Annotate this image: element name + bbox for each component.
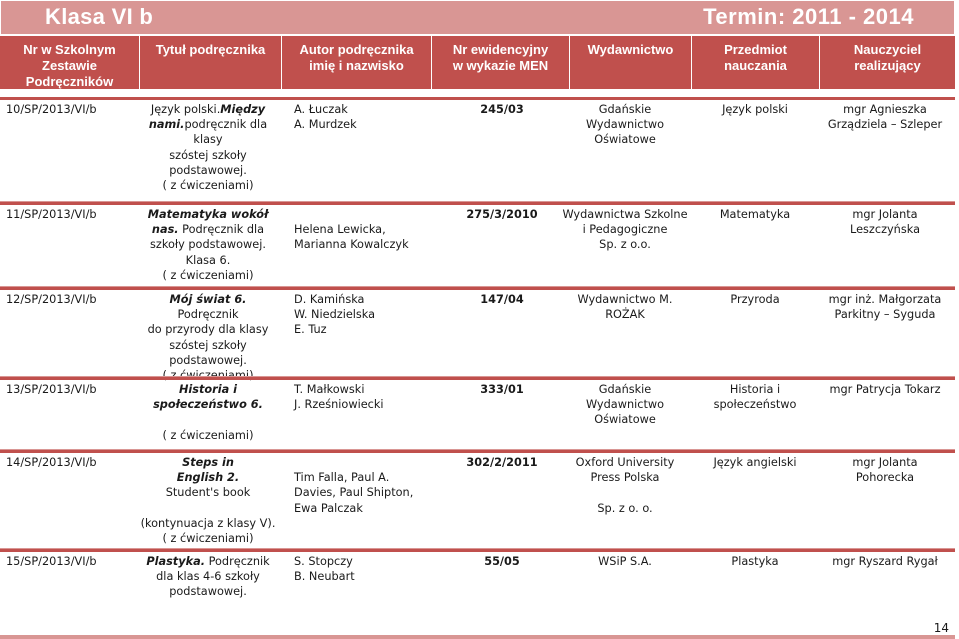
title-emphasis: Historia i społeczeństwo 6.	[153, 383, 263, 412]
cell-subject: Przyroda	[730, 293, 780, 306]
cell-teacher: mgr Patrycja Tokarz	[829, 383, 941, 396]
title-bar	[0, 0, 955, 35]
cell-title	[138, 452, 278, 546]
table-header	[0, 36, 955, 89]
title-emphasis: Steps in English 2.	[176, 456, 240, 485]
cell-teacher: mgr inż. Małgorzata Parkitny – Syguda	[828, 293, 942, 322]
row-divider	[0, 635, 955, 639]
cell-author: Helena Lewicka, Marianna Kowalczyk	[294, 223, 409, 252]
header-author: Autor podręcznika imię i nazwisko	[282, 36, 432, 89]
title-emphasis: Między nami.	[148, 103, 266, 132]
cell-title	[138, 99, 278, 193]
cell-subject: Język polski	[722, 103, 788, 116]
cell-ew-number: 55/05	[484, 555, 520, 568]
cell-author: T. Małkowski J. Rześniowiecki	[294, 383, 384, 412]
cell-publisher: Gdańskie Wydawnictwo Oświatowe	[585, 103, 665, 147]
title-emphasis: Mój świat 6.	[169, 293, 247, 306]
title-text: Student's book (kontynuacja z klasy V). ( z ćwiczeniami)	[140, 486, 276, 546]
cell-publisher: Gdańskie Wydawnictwo Oświatowe	[585, 383, 665, 427]
cell-author: Tim Falla, Paul A. Davies, Paul Shipton, Ewa Palczak	[294, 471, 414, 515]
header-publisher: Wydawnictwo	[570, 36, 692, 89]
cell-title	[138, 289, 278, 383]
term-title: Termin: 2011 - 2014	[703, 4, 914, 29]
cell-title	[138, 551, 278, 600]
cell-ew-number: 147/04	[480, 293, 524, 306]
cell-author: D. Kamińska W. Niedzielska E. Tuz	[294, 293, 376, 337]
cell-ew-number: 333/01	[480, 383, 524, 396]
cell-author: S. Stopczy B. Neubart	[294, 555, 355, 584]
table-row	[0, 551, 955, 636]
cell-subject: Plastyka	[731, 555, 779, 568]
table-row	[0, 289, 955, 377]
cell-title	[138, 204, 278, 283]
cell-teacher: mgr Jolanta Pohorecka	[852, 456, 918, 485]
cell-nr: 15/SP/2013/VI/b	[6, 555, 97, 568]
cell-nr: 10/SP/2013/VI/b	[6, 103, 97, 116]
header-ew: Nr ewidencyjny w wykazie MEN	[432, 36, 570, 89]
title-emphasis: Matematyka wokół nas.	[147, 208, 269, 237]
cell-subject: Język angielski	[713, 456, 797, 469]
cell-ew-number: 302/2/2011	[466, 456, 538, 469]
cell-ew-number: 245/03	[480, 103, 524, 116]
title-text: Język polski.	[150, 103, 221, 116]
cell-publisher: WSiP S.A.	[598, 555, 652, 568]
title-text: Podręcznik dla szkoły podstawowej. Klasa 6. ( z ćwiczeniami)	[150, 223, 266, 282]
title-text: podręcznik dla klasy szóstej szkoły podstawowej. ( z ćwiczeniami)	[162, 118, 268, 193]
cell-title	[138, 379, 278, 443]
header-title: Tytuł podręcznika	[140, 36, 282, 89]
header-teacher: Nauczyciel realizujący	[820, 36, 955, 89]
title-emphasis: Plastyka.	[146, 555, 206, 568]
cell-teacher: mgr Agnieszka Grządziela – Szleper	[827, 103, 943, 132]
cell-teacher: mgr Jolanta Leszczyńska	[850, 208, 920, 237]
cell-nr: 12/SP/2013/VI/b	[6, 293, 97, 306]
cell-nr: 11/SP/2013/VI/b	[6, 208, 97, 221]
class-title: Klasa VI b	[45, 4, 154, 29]
page-number: 14	[933, 621, 949, 635]
cell-teacher: mgr Ryszard Rygał	[832, 555, 938, 568]
cell-ew-number: 275/3/2010	[466, 208, 538, 221]
cell-subject: Matematyka	[719, 208, 791, 221]
header-nr: Nr w Szkolnym Zestawie Podręczników	[0, 36, 140, 89]
cell-nr: 13/SP/2013/VI/b	[6, 383, 97, 396]
title-text: Podręcznik do przyrody dla klasy szóstej szkoły podstawowej.	[147, 308, 269, 367]
table-row	[0, 452, 955, 549]
header-subject: Przedmiot nauczania	[692, 36, 820, 89]
table-row	[0, 379, 955, 450]
title-text: ( z ćwiczeniami)	[162, 428, 254, 442]
title-text: Podręcznik dla klas 4-6 szkoły podstawowej.	[156, 555, 270, 599]
cell-publisher: Wydawnictwo M. ROŻAK	[577, 293, 673, 322]
cell-publisher: Wydawnictwa Szkolne i Pedagogiczne Sp. z o.o.	[562, 208, 688, 252]
cell-author: A. Łuczak A. Murdzek	[294, 103, 357, 132]
cell-subject: Historia i społeczeństwo	[713, 383, 797, 412]
cell-publisher: Oxford University Press Polska Sp. z o. o.	[575, 456, 675, 515]
table-row	[0, 204, 955, 287]
table-row	[0, 99, 955, 202]
cell-nr: 14/SP/2013/VI/b	[6, 456, 97, 469]
